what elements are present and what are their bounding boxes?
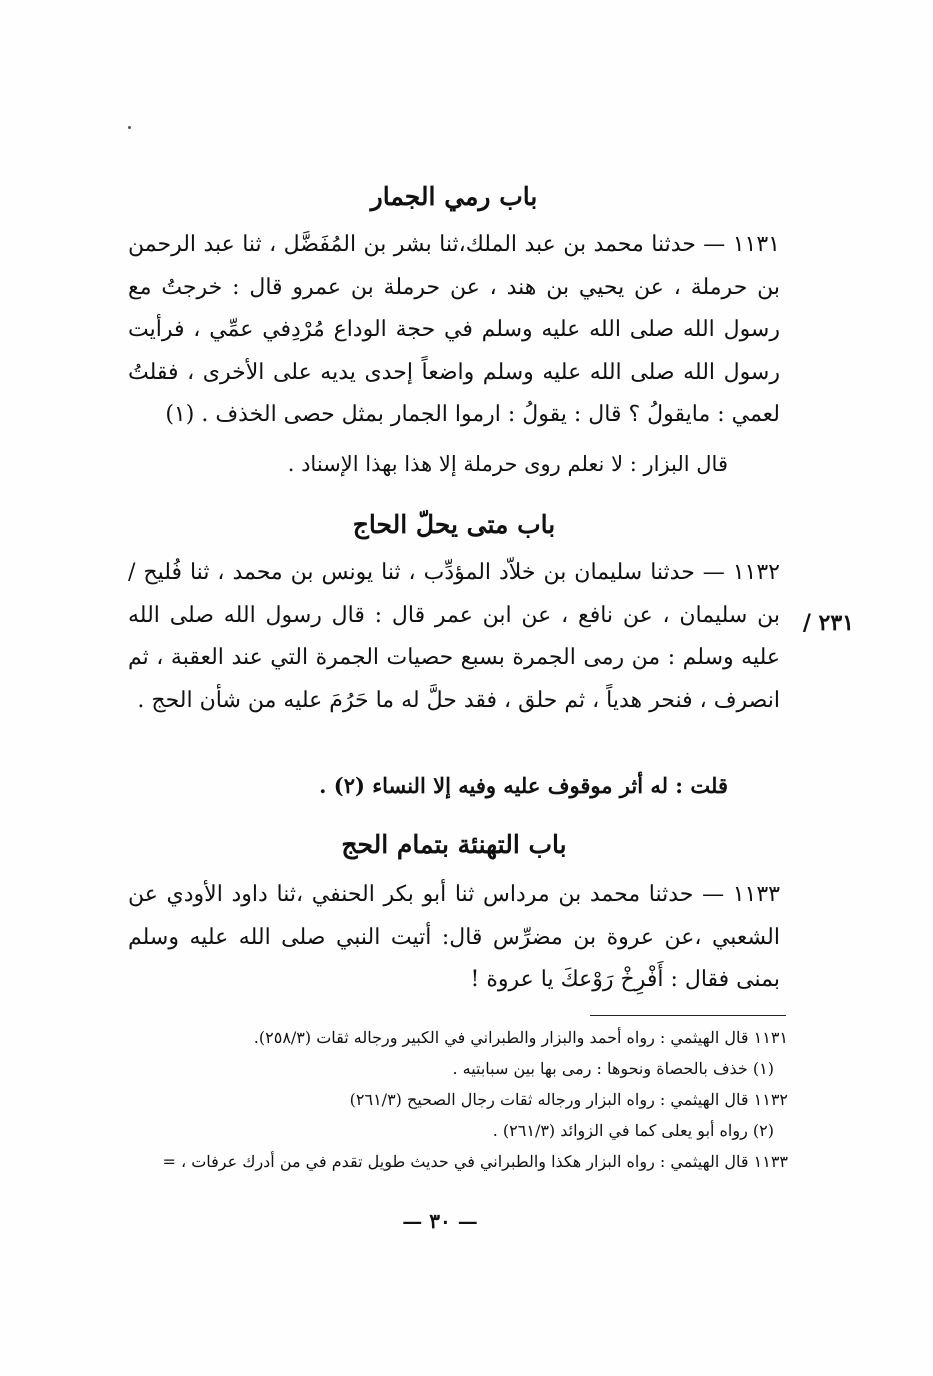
- footnote-line: (١) خذف بالحصاة ونحوها : رمى بها بين سبابتيه .: [452, 1059, 774, 1078]
- footnote-line: ١١٣١ قال الهيثمي : رواه أحمد والبزار والطبراني في الكبير ورجاله ثقات (٢٥٨/٣).: [253, 1028, 788, 1047]
- manuscript-folio-marker: ٢٣١ /: [802, 610, 854, 636]
- footnotes: [128, 1022, 788, 1177]
- hadith-paragraph: ١١٣١ — حدثنا محمد بن عبد الملك،ثنا بشر بن المُفَضَّل ، ثنا عبد الرحمن بن حرملة ، عن يحيي بن هند ، عن حرملة بن عمرو قال : خرجتُ مع رسول الله صلى الله عليه وسلم في حجة الوداع مُرْدِفي عمِّي ، فرأيت رسول الله صلى الله عليه وسلم واضعاً إحدى يديه على الأخرى ، فقلتُ لعمي : مايقولُ ؟ قال : يقولُ : ارموا الجمار بمثل حصى الخذف . (١): [128, 232, 780, 427]
- footnote-line: (٢) رواه أبو يعلى كما في الزوائد (٢٦١/٣) .: [492, 1121, 774, 1140]
- section-heading: باب التهنئة بتمام الحج: [341, 830, 567, 859]
- hadith-block: [128, 552, 780, 722]
- footnote-line: ١١٣٣ قال الهيثمي : رواه البزار هكذا والطبراني في حديث طويل تقدم في من أدرك عرفات ، =: [162, 1152, 788, 1171]
- footnote-line: ١١٣٢ قال الهيثمي : رواه البزار ورجاله ثقات رجال الصحيح (٢٦١/٣): [349, 1090, 788, 1109]
- section-heading: باب متى يحلّ الحاج: [352, 510, 556, 539]
- page-number: — ٣٠ —: [402, 1209, 478, 1233]
- narrator-note: قال البزار : لا نعلم روى حرملة إلا هذا بهذا الإسناد .: [287, 452, 728, 476]
- narrator-note-block: [128, 766, 780, 806]
- scan-speck: [128, 126, 131, 129]
- hadith-paragraph: ١١٣٢ — حدثنا سليمان بن خلاّد المؤدِّب ، ثنا يونس بن محمد ، ثنا فُليح / بن سليمان ، عن نافع ، عن ابن عمر قال : قال رسول الله صلى الله عليه وسلم : من رمى الجمرة بسبع حصيات الجمرة التي عند العقبة ، ثم انصرف ، فنحر هدياً ، ثم حلق ، فقد حلَّ له ما حَرُمَ عليه من شأن الحج .: [128, 560, 780, 713]
- narrator-note: قلت : له أثر موقوف عليه وفيه إلا النساء (٢) .: [319, 773, 728, 798]
- footnote-separator: [590, 1015, 786, 1016]
- narrator-note-block: [128, 444, 780, 484]
- hadith-paragraph: ١١٣٣ — حدثنا محمد بن مرداس ثنا أبو بكر الحنفي ،ثنا داود الأودي عن الشعبي ،عن عروة بن مضرِّس قال: أتيت النبي صلى الله عليه وسلم بمنى فقال : أَفْرِخْ رَوْعكَ يا عروة !: [128, 882, 780, 992]
- hadith-block: [128, 874, 780, 1002]
- hadith-block: [128, 224, 780, 437]
- section-heading: باب رمي الجمار: [370, 182, 538, 211]
